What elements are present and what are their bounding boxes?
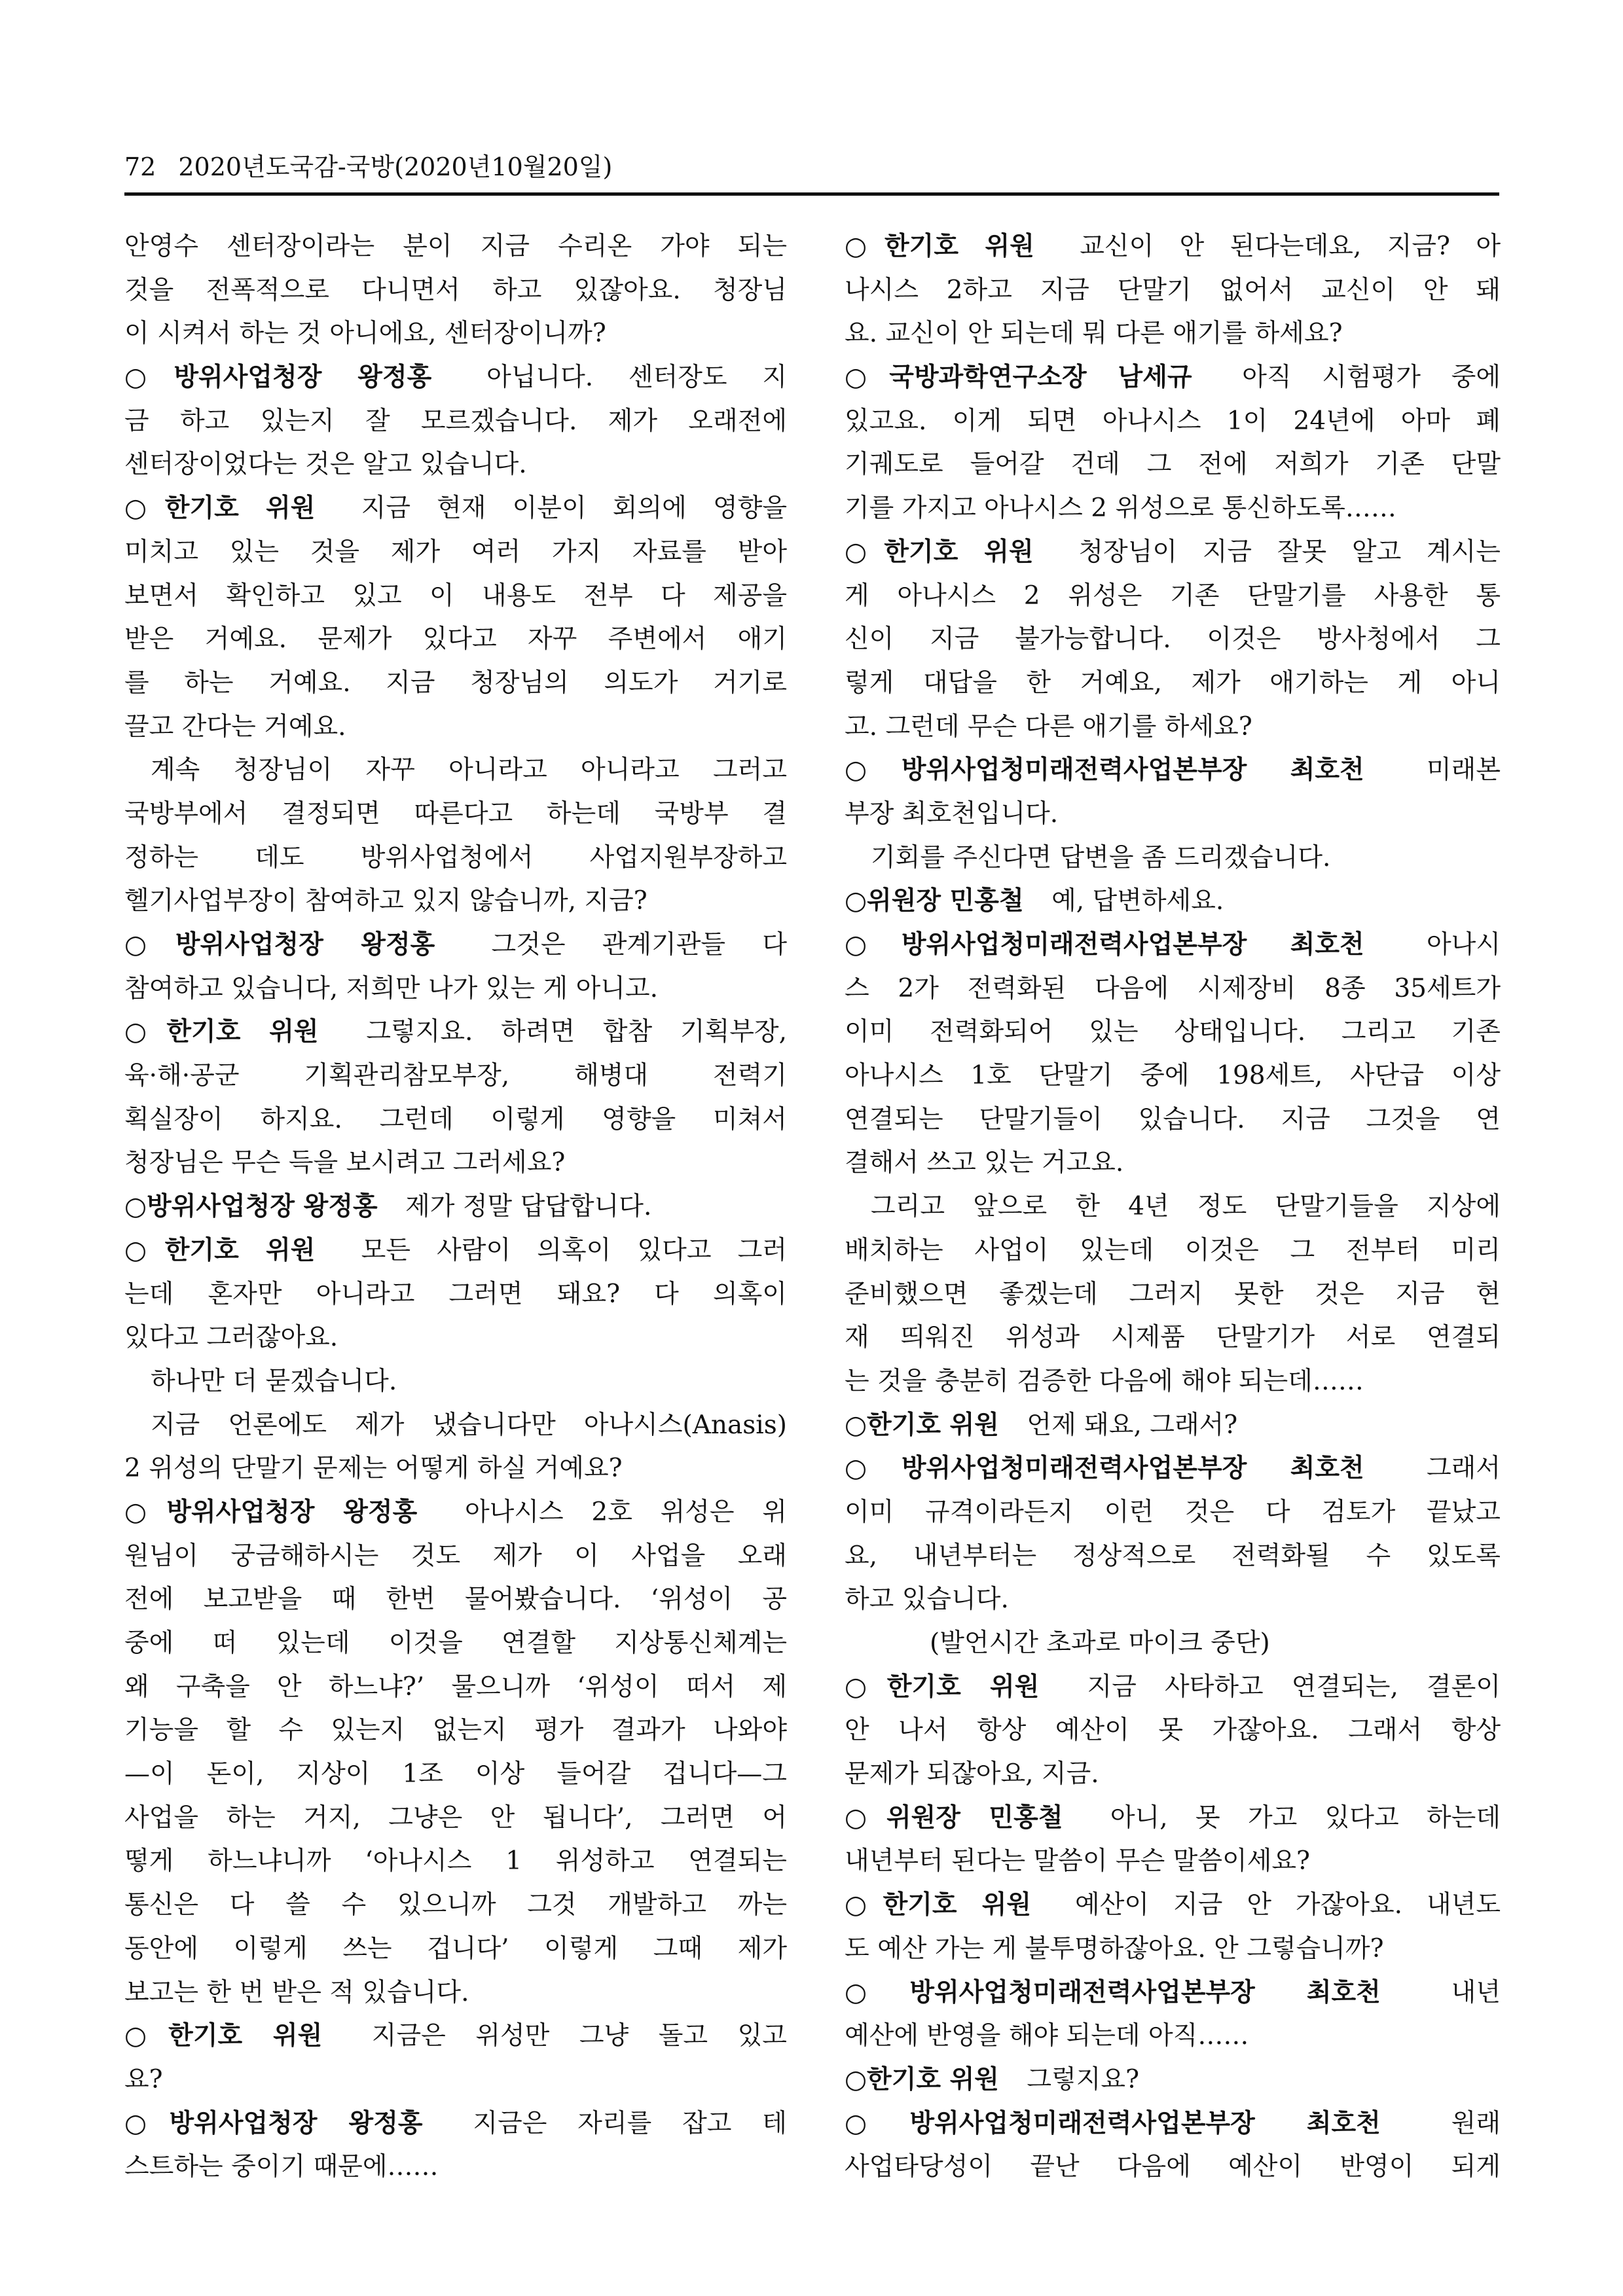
- line-text: 것을 전폭적으로 다니면서 하고 있잖아요. 청장님: [124, 275, 787, 305]
- speech-paragraph: [845, 1971, 1501, 2058]
- text-line: [845, 2015, 1501, 2058]
- text-line: [845, 662, 1501, 706]
- header-rule: [124, 192, 1499, 196]
- text-line: [124, 618, 787, 662]
- text-line: [845, 531, 1501, 575]
- text-line: [845, 312, 1501, 356]
- line-text: 그렇지요. 하려면 합참 기획부장,: [366, 1017, 788, 1047]
- line-text: 이미 전력화되어 있는 상태입니다. 그리고 기존: [845, 1017, 1501, 1047]
- line-text: 참여하고 있습니다, 저희만 나가 있는 게 아니고.: [124, 973, 658, 1003]
- line-text: 2 위성의 단말기 문제는 어떻게 하실 거예요?: [124, 1454, 623, 1484]
- text-line: [845, 1928, 1501, 1971]
- line-text: 보고는 한 번 받은 적 있습니다.: [124, 1977, 469, 2007]
- speech-paragraph: [124, 2015, 787, 2102]
- text-line: [124, 312, 787, 356]
- text-line: [845, 2145, 1501, 2189]
- speaker-name: ○방위사업청장 왕정홍: [124, 2108, 423, 2138]
- paragraph: [845, 836, 1501, 880]
- line-text: 예산에 반영을 해야 되는데 아직……: [845, 2021, 1249, 2051]
- speaker-name: ○방위사업청미래전력사업본부장 최호천: [845, 930, 1364, 960]
- line-text: 기를 가지고 아나시스 2 위성으로 통신하도록……: [845, 493, 1396, 524]
- line-text: 지금 사타하고 연결되는, 결론이: [1087, 1672, 1501, 1702]
- text-line: [845, 1491, 1501, 1535]
- text-line: [124, 1098, 787, 1142]
- line-text: 그것은 관계기관들 다: [491, 930, 787, 960]
- text-line: [124, 1884, 787, 1928]
- line-text: 부장 최호천입니다.: [845, 798, 1059, 829]
- speaker-name: ○방위사업청미래전력사업본부장 최호천: [845, 1977, 1381, 2007]
- text-line: [124, 1753, 787, 1797]
- text-line: [124, 880, 787, 924]
- line-text: 하나만 더 묻겠습니다.: [151, 1366, 397, 1396]
- speech-paragraph: [124, 2102, 787, 2189]
- text-line: [845, 618, 1501, 662]
- text-line: [845, 1273, 1501, 1317]
- text-line: [845, 793, 1501, 836]
- speech-paragraph: [124, 924, 787, 1011]
- text-line: [845, 1360, 1501, 1404]
- line-text: 받은 거예요. 문제가 있다고 자꾸 주변에서 애기: [124, 624, 787, 655]
- speech-paragraph: [845, 1666, 1501, 1797]
- text-line: [124, 1797, 787, 1840]
- text-line: [845, 269, 1501, 313]
- line-text: 를 하는 거예요. 지금 청장님의 의도가 거기로: [124, 668, 787, 698]
- speech-paragraph: [845, 2058, 1501, 2102]
- text-line: [124, 2058, 787, 2102]
- speaker-name: ○한기호 위원: [124, 1235, 316, 1265]
- line-text: 신이 지금 불가능합니다. 이것은 방사청에서 그: [845, 624, 1501, 655]
- text-line: [124, 967, 787, 1011]
- speech-paragraph: [845, 749, 1501, 836]
- left-column: [124, 225, 787, 2189]
- line-text: 는데 혼자만 아니라고 그러면 돼요? 다 의혹이: [124, 1279, 787, 1309]
- text-line: [845, 575, 1501, 619]
- line-text: 지금은 자리를 잡고 테: [473, 2108, 787, 2138]
- line-text: 아직 시험평가 중에: [1242, 363, 1501, 393]
- line-text: 기궤도로 들어갈 건데 그 전에 저희가 기존 단말: [845, 450, 1501, 480]
- text-line: [124, 1840, 787, 1884]
- line-text: 요?: [124, 2064, 163, 2094]
- line-text: 그래서: [1426, 1454, 1501, 1484]
- speaker-name: ○위원장 민홍철: [845, 886, 1024, 916]
- speech-paragraph: [845, 531, 1501, 749]
- text-line: [124, 1535, 787, 1579]
- line-text: 아니, 못 가고 있다고 하는데: [1110, 1803, 1501, 1833]
- line-text: 교신이 안 된다는데요, 지금? 아: [1080, 232, 1501, 261]
- line-text: 센터장이었다는 것은 알고 있습니다.: [124, 450, 527, 480]
- speaker-name: ○한기호 위원: [845, 2064, 999, 2094]
- speech-paragraph: [845, 225, 1501, 356]
- text-line: [845, 1535, 1501, 1579]
- line-text: 동안에 이렇게 쓰는 겁니다’ 이렇게 그때 제가: [124, 1933, 787, 1964]
- speaker-name: ○방위사업청장 왕정홍: [124, 930, 435, 960]
- text-line: [124, 575, 787, 619]
- line-text: 는 것을 충분히 검증한 다음에 해야 되는데……: [845, 1366, 1364, 1396]
- text-line: [845, 749, 1501, 793]
- text-line: [124, 1185, 787, 1229]
- line-text: 지금 언론에도 제가 냈습니다만 아나시스(Anasis): [151, 1410, 787, 1440]
- line-text: 있다고 그러잖아요.: [124, 1323, 338, 1353]
- speaker-name: ○한기호 위원: [124, 493, 316, 524]
- paragraph: [124, 225, 787, 356]
- speaker-name: ○한기호 위원: [845, 232, 1034, 261]
- speaker-name: ○한기호 위원: [124, 1017, 319, 1047]
- text-line: [124, 793, 787, 836]
- text-line: [845, 443, 1501, 487]
- speaker-name: ○방위사업청미래전력사업본부장 최호천: [845, 1454, 1364, 1484]
- text-line: [845, 225, 1501, 269]
- line-text: —이 돈이, 지상이 1조 이상 들어갈 겁니다—그: [124, 1759, 787, 1789]
- paragraph: [845, 1185, 1501, 1403]
- line-text: 준비했으면 좋겠는데 그러지 못한 것은 지금 현: [845, 1279, 1501, 1309]
- text-line: [124, 1491, 787, 1535]
- line-text: 렇게 대답을 한 거예요, 제가 애기하는 게 아니: [845, 668, 1501, 698]
- line-text: 그렇지요?: [1027, 2064, 1139, 2094]
- line-text: 미치고 있는 것을 제가 여러 가지 자료를 받아: [124, 537, 787, 567]
- speech-paragraph: [124, 487, 787, 749]
- line-text: 아나시스 1호 단말기 중에 198세트, 사단급 이상: [845, 1061, 1501, 1091]
- line-text: 아나시스 2호 위성은 위: [465, 1497, 787, 1527]
- text-line: [124, 706, 787, 749]
- line-text: 연결되는 단말기들이 있습니다. 지금 그것을 연: [845, 1104, 1501, 1134]
- text-line: [124, 749, 787, 793]
- line-text: 언제 돼요, 그래서?: [1027, 1410, 1238, 1440]
- line-text: 스트하는 중이기 때문에……: [124, 2152, 439, 2182]
- page-number: 72: [124, 152, 156, 181]
- text-line: [845, 1578, 1501, 1622]
- text-line: [124, 1971, 787, 2015]
- line-text: 중에 떠 있는데 이것을 연결할 지상통신체계는: [124, 1628, 787, 1658]
- speech-paragraph: [124, 1229, 787, 1360]
- text-line: [124, 1928, 787, 1971]
- line-text: 이 시켜서 하는 것 아니에요, 센터장이니까?: [124, 319, 606, 349]
- text-line: [124, 1666, 787, 1710]
- text-line: [845, 1141, 1501, 1185]
- text-line: [845, 356, 1501, 400]
- line-text: 예산이 지금 안 가잖아요. 내년도: [1075, 1890, 1501, 1920]
- text-line: [845, 1797, 1501, 1840]
- speaker-name: ○한기호 위원: [845, 537, 1034, 567]
- line-text: 그리고 앞으로 한 4년 정도 단말기들을 지상에: [871, 1192, 1501, 1222]
- line-text: 요, 내년부터는 정상적으로 전력화될 수 있도록: [845, 1541, 1501, 1571]
- paragraph: [124, 749, 787, 924]
- text-line: [845, 1753, 1501, 1797]
- line-text: 스 2가 전력화된 다음에 시제장비 8종 35세트가: [845, 973, 1501, 1003]
- line-text: 통신은 다 쓸 수 있으니까 그것 개발하고 까는: [124, 1890, 787, 1920]
- text-line: [845, 1709, 1501, 1753]
- line-text: 내년부터 된다는 말씀이 무슨 말씀이세요?: [845, 1846, 1310, 1876]
- line-text: 끌고 간다는 거예요.: [124, 711, 346, 742]
- text-line: [124, 356, 787, 400]
- line-text: 지금은 위성만 그냥 돌고 있고: [371, 2021, 787, 2051]
- line-text: 사업타당성이 끝난 다음에 예산이 반영이 되게: [845, 2152, 1501, 2182]
- line-text: 원래: [1451, 2108, 1501, 2138]
- text-line: [845, 1884, 1501, 1928]
- text-line: [124, 1709, 787, 1753]
- text-line: [845, 836, 1501, 880]
- speaker-name: ○한기호 위원: [845, 1410, 999, 1440]
- header-title: 2020년도국감-국방(2020년10월20일): [178, 152, 613, 181]
- line-text: 결해서 쓰고 있는 거고요.: [845, 1148, 1124, 1178]
- line-text: 하고 있습니다.: [845, 1585, 1009, 1615]
- line-text: 계속 청장님이 자꾸 아니라고 아니라고 그러고: [151, 755, 787, 785]
- text-line: [124, 225, 787, 269]
- line-text: 금 하고 있는지 잘 모르겠습니다. 제가 오래전에: [124, 406, 787, 436]
- line-text: 내년: [1451, 1977, 1501, 2007]
- text-line: [845, 1229, 1501, 1273]
- text-line: [845, 1404, 1501, 1448]
- text-line: [124, 531, 787, 575]
- text-line: [845, 706, 1501, 749]
- line-text: 안 나서 항상 예산이 못 가잖아요. 그래서 항상: [845, 1715, 1501, 1746]
- text-line: [124, 269, 787, 313]
- text-line: [124, 1622, 787, 1666]
- text-line: [124, 1011, 787, 1054]
- text-line: [124, 1316, 787, 1360]
- text-line: [124, 2145, 787, 2189]
- line-text: 나시스 2하고 지금 단말기 없어서 교신이 안 돼: [845, 275, 1501, 305]
- text-line: [124, 924, 787, 967]
- text-line: [845, 1971, 1501, 2015]
- paragraph: [124, 1360, 787, 1404]
- speech-paragraph: [124, 1185, 787, 1229]
- text-line: [124, 1578, 787, 1622]
- speech-paragraph: [124, 1491, 787, 2015]
- text-line: [845, 880, 1501, 924]
- text-line: [845, 2102, 1501, 2146]
- line-text: 이미 규격이라든지 이런 것은 다 검토가 끝났고: [845, 1497, 1501, 1527]
- running-header: [124, 147, 612, 187]
- line-text: 게 아나시스 2 위성은 기존 단말기를 사용한 통: [845, 581, 1501, 611]
- line-text: 아나시: [1426, 930, 1501, 960]
- speech-paragraph: [845, 1797, 1501, 1884]
- line-text: 왜 구축을 안 하느냐?’ 물으니까 ‘위성이 떠서 제: [124, 1672, 787, 1702]
- text-line: [124, 836, 787, 880]
- line-text: 요. 교신이 안 되는데 뭐 다른 애기를 하세요?: [845, 319, 1343, 349]
- speech-paragraph: [124, 356, 787, 487]
- text-line: [124, 1447, 787, 1491]
- text-line: [124, 1360, 787, 1404]
- text-line: [845, 924, 1501, 967]
- line-text: 기능을 할 수 있는지 없는지 평가 결과가 나와야: [124, 1715, 787, 1746]
- speaker-name: ○국방과학연구소장 남세규: [845, 363, 1192, 393]
- line-text: 미래본: [1426, 755, 1501, 785]
- text-line: [845, 1622, 1501, 1666]
- line-text: 도 예산 가는 게 불투명하잖아요. 안 그렇습니까?: [845, 1933, 1384, 1964]
- line-text: 전에 보고받을 때 한번 물어봤습니다. ‘위성이 공: [124, 1585, 787, 1615]
- line-text: 모든 사람이 의혹이 있다고 그러: [361, 1235, 787, 1265]
- speaker-name: ○한기호 위원: [124, 2021, 323, 2051]
- text-line: [124, 1229, 787, 1273]
- text-line: [124, 1404, 787, 1448]
- speaker-name: ○방위사업청미래전력사업본부장 최호천: [845, 2108, 1381, 2138]
- speaker-name: ○한기호 위원: [845, 1890, 1032, 1920]
- text-line: [124, 1054, 787, 1098]
- text-line: [124, 2015, 787, 2058]
- line-text: 지금 현재 이분이 회의에 영향을: [361, 493, 787, 524]
- text-line: [124, 662, 787, 706]
- line-text: 아닙니다. 센터장도 지: [486, 363, 787, 393]
- line-text: 문제가 되잖아요, 지금.: [845, 1759, 1099, 1789]
- text-line: [124, 1273, 787, 1317]
- line-text: 고. 그런데 무슨 다른 애기를 하세요?: [845, 711, 1252, 742]
- line-text: 보면서 확인하고 있고 이 내용도 전부 다 제공을: [124, 581, 787, 611]
- text-line: [124, 400, 787, 444]
- line-text: 떻게 하느냐니까 ‘아나시스 1 위성하고 연결되는: [124, 1846, 787, 1876]
- text-line: [845, 400, 1501, 444]
- line-text: 육·해·공군 기획관리참모부장, 해병대 전력기: [124, 1061, 787, 1091]
- line-text: 배치하는 사업이 있는데 이것은 그 전부터 미리: [845, 1235, 1501, 1265]
- text-line: [845, 1316, 1501, 1360]
- line-text: 획실장이 하지요. 그런데 이렇게 영향을 미쳐서: [124, 1104, 787, 1134]
- text-line: [845, 1011, 1501, 1054]
- speech-paragraph: [845, 356, 1501, 531]
- speech-paragraph: [845, 924, 1501, 1185]
- paragraph: [124, 1404, 787, 1491]
- speech-paragraph: [845, 1884, 1501, 1971]
- speaker-name: ○방위사업청장 왕정홍: [124, 363, 432, 393]
- text-line: [124, 1141, 787, 1185]
- speech-paragraph: [845, 1447, 1501, 1622]
- speech-paragraph: [845, 880, 1501, 924]
- speaker-name: ○한기호 위원: [845, 1672, 1040, 1702]
- line-text: 재 띄워진 위성과 시제품 단말기가 서로 연결되: [845, 1323, 1501, 1353]
- speech-paragraph: [845, 1404, 1501, 1448]
- line-text: 기회를 주신다면 답변을 좀 드리겠습니다.: [871, 842, 1331, 872]
- text-line: [845, 1840, 1501, 1884]
- speaker-name: ○방위사업청장 왕정홍: [124, 1497, 418, 1527]
- line-text: 청장님이 지금 잘못 알고 계시는: [1078, 537, 1501, 567]
- line-text: 있고요. 이게 되면 아나시스 1이 24년에 아마 폐: [845, 406, 1501, 436]
- speech-paragraph: [845, 2102, 1501, 2189]
- text-line: [845, 967, 1501, 1011]
- text-line: [124, 2102, 787, 2146]
- text-line: [845, 1666, 1501, 1710]
- text-line: [845, 487, 1501, 531]
- speech-paragraph: [124, 1011, 787, 1185]
- line-text: 청장님은 무슨 득을 보시려고 그러세요?: [124, 1148, 566, 1178]
- line-text: 헬기사업부장이 참여하고 있지 않습니까, 지금?: [124, 886, 647, 916]
- line-text: 원님이 궁금해하시는 것도 제가 이 사업을 오래: [124, 1541, 787, 1571]
- text-line: [845, 1098, 1501, 1142]
- text-line: [124, 487, 787, 531]
- line-text: (발언시간 초과로 마이크 중단): [930, 1628, 1270, 1658]
- line-text: 정하는 데도 방위사업청에서 사업지원부장하고: [124, 842, 787, 872]
- line-text: 국방부에서 결정되면 따른다고 하는데 국방부 결: [124, 798, 787, 829]
- line-text: 안영수 센터장이라는 분이 지금 수리온 가야 되는: [124, 232, 787, 261]
- text-line: [124, 443, 787, 487]
- speaker-name: ○위원장 민홍철: [845, 1803, 1063, 1833]
- speaker-name: ○방위사업청장 왕정홍: [124, 1192, 378, 1222]
- text-line: [845, 1447, 1501, 1491]
- line-text: 사업을 하는 거지, 그냥은 안 됩니다’, 그러면 어: [124, 1803, 787, 1833]
- speaker-name: ○방위사업청미래전력사업본부장 최호천: [845, 755, 1364, 785]
- line-text: 예, 답변하세요.: [1051, 886, 1224, 916]
- right-column: [845, 225, 1501, 2189]
- stage-direction: [845, 1622, 1501, 1666]
- text-line: [845, 2058, 1501, 2102]
- text-line: [845, 1185, 1501, 1229]
- line-text: 제가 정말 답답합니다.: [405, 1192, 652, 1222]
- text-line: [845, 1054, 1501, 1098]
